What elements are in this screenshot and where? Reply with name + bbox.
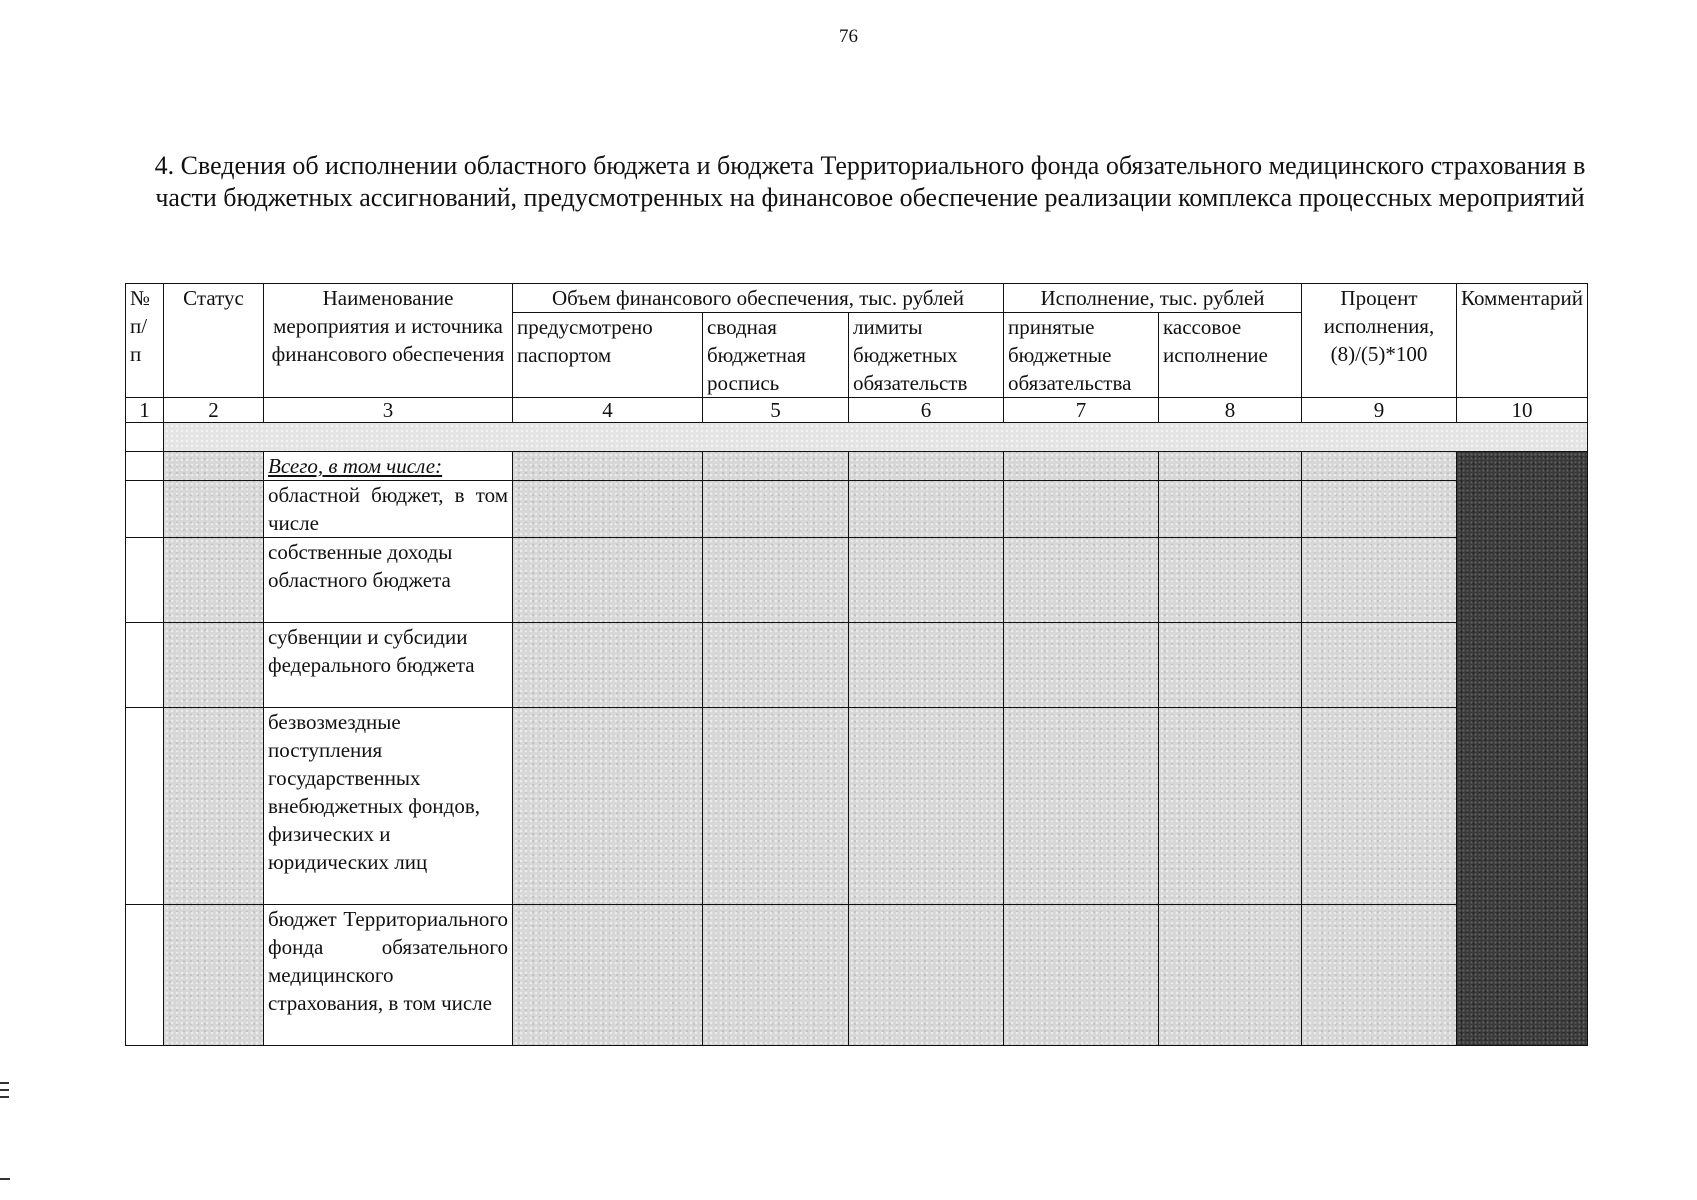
table-cell (126, 423, 164, 452)
table-cell (126, 623, 164, 708)
header-name: Наименование мероприятия и источника финансового обеспечения (264, 284, 513, 398)
column-number: 9 (1302, 398, 1457, 423)
budget-execution-table (125, 283, 1588, 1046)
table-cell (1004, 905, 1159, 1046)
table-cell (126, 905, 164, 1046)
table-cell (849, 452, 1004, 481)
table-cell (703, 481, 849, 538)
table-cell (1004, 538, 1159, 623)
table-cell (1302, 452, 1457, 481)
margin-dash (0, 1178, 10, 1180)
table-cell (164, 708, 264, 905)
table-cell (1004, 452, 1159, 481)
table-cell (703, 452, 849, 481)
table-row (126, 708, 1588, 905)
table-cell (703, 623, 849, 708)
header-comment: Комментарий (1457, 284, 1588, 398)
table-cell (1159, 708, 1302, 905)
header-row-1 (126, 284, 1588, 313)
table-row (126, 905, 1588, 1046)
column-number-row (126, 398, 1588, 423)
margin-marks (0, 1082, 10, 1103)
table-cell (849, 905, 1004, 1046)
header-volume-passport: предусмотрено паспортом (513, 313, 703, 398)
table-cell (513, 905, 703, 1046)
row-name-gratuitous-receipts: безвозмездные поступления государственных внебюджетных фондов, физических и юридических лиц (264, 708, 513, 905)
header-num: № п/ п (126, 284, 164, 398)
table-cell (126, 452, 164, 481)
table-cell (513, 452, 703, 481)
column-number: 2 (164, 398, 264, 423)
column-number: 6 (849, 398, 1004, 423)
table-cell (1159, 452, 1302, 481)
column-number: 8 (1159, 398, 1302, 423)
table-row (126, 623, 1588, 708)
table-cell (164, 481, 264, 538)
table-cell (164, 905, 264, 1046)
table-cell (1004, 623, 1159, 708)
table-cell (164, 623, 264, 708)
row-name-regional-budget: областной бюджет, в том числе (264, 481, 513, 538)
table-cell (1302, 623, 1457, 708)
table-cell (1004, 481, 1159, 538)
row-name-total: Всего, в том числе: (268, 454, 443, 478)
column-number: 7 (1004, 398, 1159, 423)
table-cell (164, 538, 264, 623)
section-title: 4. Сведения об исполнении областного бюджета и бюджета Территориального фонда обязательного медицинского страхования в части бюджетных ассигнований, предусмотренных на финансовое обеспечение реализации комплекса процессных мероприятий (154, 151, 1586, 212)
table-cell (126, 538, 164, 623)
row-name-own-revenue: собственные доходы областного бюджета (264, 538, 513, 623)
row-name-federal-subsidies: субвенции и субсидии федерального бюджета (264, 623, 513, 708)
header-volume-budget: сводная бюджетная роспись (703, 313, 849, 398)
table-cell (1302, 538, 1457, 623)
table-cell (1159, 623, 1302, 708)
header-volume-group: Объем финансового обеспечения, тыс. рублей (513, 284, 1004, 313)
column-number: 1 (126, 398, 164, 423)
page-number: 76 (839, 26, 858, 47)
table-cell (1159, 538, 1302, 623)
column-number: 10 (1457, 398, 1588, 423)
row-name-health-insurance-fund: бюджет Территориального фонда обязательного медицинского страхования, в том числе (264, 905, 513, 1046)
header-exec-group: Исполнение, тыс. рублей (1004, 284, 1302, 313)
table-cell (513, 708, 703, 905)
table-row (126, 481, 1588, 538)
table-cell (849, 481, 1004, 538)
header-status: Статус (164, 284, 264, 398)
table-cell (703, 905, 849, 1046)
comment-cell-shaded (1457, 452, 1588, 1046)
table-row (126, 452, 1588, 481)
table-row (126, 538, 1588, 623)
table-cell (513, 481, 703, 538)
table-cell (1302, 905, 1457, 1046)
header-exec-cash: кассовое исполнение (1159, 313, 1302, 398)
header-exec-accepted: принятые бюджетные обязательства (1004, 313, 1159, 398)
table-cell (513, 538, 703, 623)
table-cell (849, 623, 1004, 708)
shaded-band (164, 423, 1588, 452)
table-cell (1159, 905, 1302, 1046)
table-cell (1004, 708, 1159, 905)
table-cell (164, 452, 264, 481)
column-number: 4 (513, 398, 703, 423)
table-cell (126, 481, 164, 538)
column-number: 3 (264, 398, 513, 423)
table-cell (849, 538, 1004, 623)
table-cell (703, 538, 849, 623)
table-cell (1302, 708, 1457, 905)
table-cell (703, 708, 849, 905)
table-cell (126, 708, 164, 905)
table-cell (1159, 481, 1302, 538)
table-row-blank (126, 423, 1588, 452)
table-cell (513, 623, 703, 708)
column-number: 5 (703, 398, 849, 423)
table-cell (849, 708, 1004, 905)
header-volume-limits: лимиты бюджетных обязательств (849, 313, 1004, 398)
header-percent: Процент исполнения, (8)/(5)*100 (1302, 284, 1457, 398)
table-cell (1302, 481, 1457, 538)
